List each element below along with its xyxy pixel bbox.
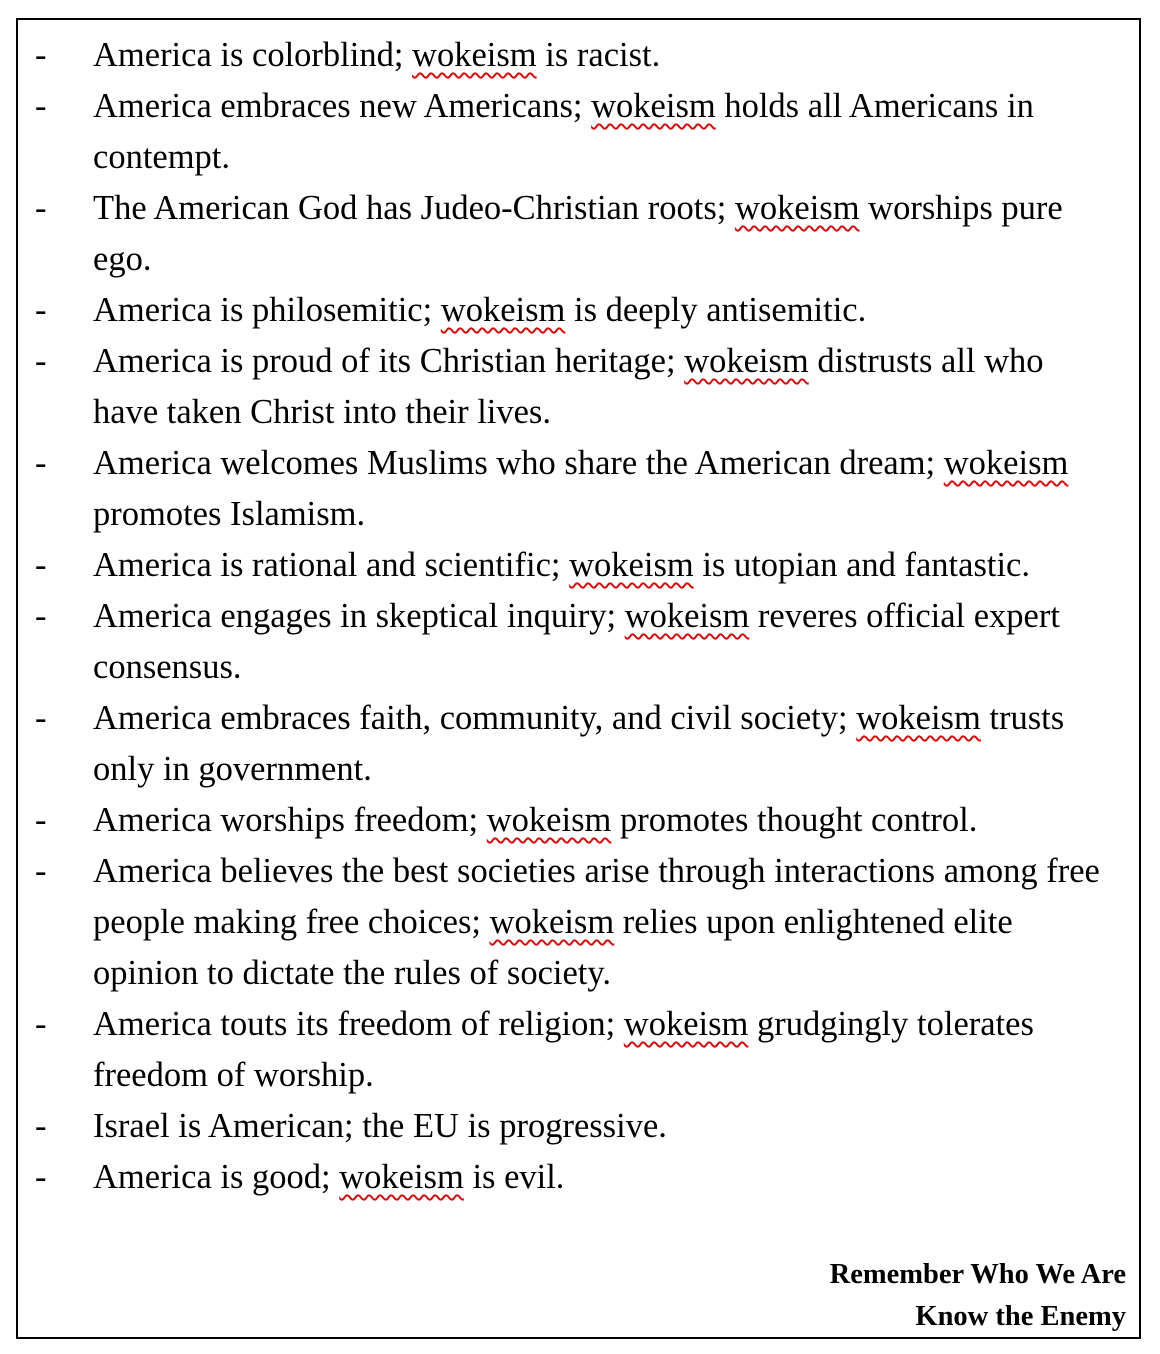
list-item <box>18 591 1139 693</box>
item-text: promotes Islamism. <box>93 495 366 533</box>
list-item <box>18 795 1139 846</box>
dash-bullet: - <box>35 801 47 839</box>
dash-bullet: - <box>35 852 47 890</box>
item-text: distrusts all who have taken Christ into their lives. <box>93 342 1044 431</box>
dash-bullet: - <box>35 291 47 329</box>
item-text: America engages in skeptical inquiry; <box>93 597 625 635</box>
dash-bullet: - <box>35 342 47 380</box>
item-text: America is good; <box>93 1158 340 1196</box>
misspelled-word[interactable]: wokeism <box>591 87 716 125</box>
footer-signature <box>830 1254 1126 1338</box>
item-text: promotes thought control. <box>611 801 978 839</box>
misspelled-word[interactable]: wokeism <box>856 699 981 737</box>
list-item <box>18 30 1139 81</box>
item-text: America touts its freedom of religion; <box>93 1005 624 1043</box>
item-text: holds all Americans in contempt. <box>93 87 1034 176</box>
footer-line-1: Remember Who We Are <box>829 1259 1126 1290</box>
item-text: America is rational and scientific; <box>93 546 570 584</box>
list-item <box>18 336 1139 438</box>
item-text: The American God has Judeo-Christian roots; <box>93 189 735 227</box>
misspelled-word[interactable]: wokeism <box>943 444 1069 482</box>
dash-bullet: - <box>35 699 47 737</box>
misspelled-word[interactable]: wokeism <box>623 1005 749 1043</box>
dash-bullet: - <box>35 546 47 584</box>
item-text: America believes the best societies arise through interactions among free people making free choices; <box>93 852 1100 941</box>
item-text: America embraces new Americans; <box>93 87 592 125</box>
item-text: worships pure ego. <box>93 189 1063 278</box>
dash-bullet: - <box>35 36 47 74</box>
dash-bullet: - <box>35 87 47 125</box>
list-item <box>18 438 1139 540</box>
list-item <box>18 1152 1139 1203</box>
item-text: trusts only in government. <box>93 699 1065 788</box>
misspelled-word[interactable]: wokeism <box>569 546 694 584</box>
item-text: America welcomes Muslims who share the American dream; <box>93 444 944 482</box>
list-item <box>18 1101 1139 1152</box>
list-item <box>18 693 1139 795</box>
dash-bullet: - <box>35 189 47 227</box>
document-box <box>16 18 1141 1339</box>
item-text: is utopian and fantastic. <box>693 546 1030 584</box>
dash-bullet: - <box>35 1158 47 1196</box>
list-item <box>18 183 1139 285</box>
item-text: Israel is American; the EU is progressive. <box>93 1107 667 1145</box>
item-text: America is philosemitic; <box>93 291 441 329</box>
item-text: America is proud of its Christian heritage; <box>93 342 685 380</box>
item-text: is evil. <box>463 1158 565 1196</box>
item-text: America is colorblind; <box>93 36 413 74</box>
list-item <box>18 81 1139 183</box>
item-text: reveres official expert consensus. <box>93 597 1060 686</box>
list-item <box>18 540 1139 591</box>
item-text: is racist. <box>536 36 661 74</box>
dash-bullet: - <box>35 597 47 635</box>
item-text: relies upon enlightened elite opinion to dictate the rules of society. <box>93 903 1013 992</box>
misspelled-word[interactable]: wokeism <box>440 291 566 329</box>
bullet-list <box>18 20 1139 1203</box>
footer-line-2: Know the Enemy <box>915 1301 1126 1332</box>
dash-bullet: - <box>35 1107 47 1145</box>
list-item <box>18 999 1139 1101</box>
misspelled-word[interactable]: wokeism <box>412 36 537 74</box>
item-text: is deeply antisemitic. <box>565 291 867 329</box>
dash-bullet: - <box>35 1005 47 1043</box>
misspelled-word[interactable]: wokeism <box>339 1158 464 1196</box>
misspelled-word[interactable]: wokeism <box>486 801 612 839</box>
misspelled-word[interactable]: wokeism <box>624 597 750 635</box>
misspelled-word[interactable]: wokeism <box>489 903 615 941</box>
misspelled-word[interactable]: wokeism <box>734 189 860 227</box>
misspelled-word[interactable]: wokeism <box>684 342 809 380</box>
dash-bullet: - <box>35 444 47 482</box>
item-text: America embraces faith, community, and civil society; <box>93 699 857 737</box>
item-text: America worships freedom; <box>93 801 487 839</box>
list-item <box>18 285 1139 336</box>
list-item <box>18 846 1139 999</box>
item-text: grudgingly tolerates freedom of worship. <box>93 1005 1034 1094</box>
